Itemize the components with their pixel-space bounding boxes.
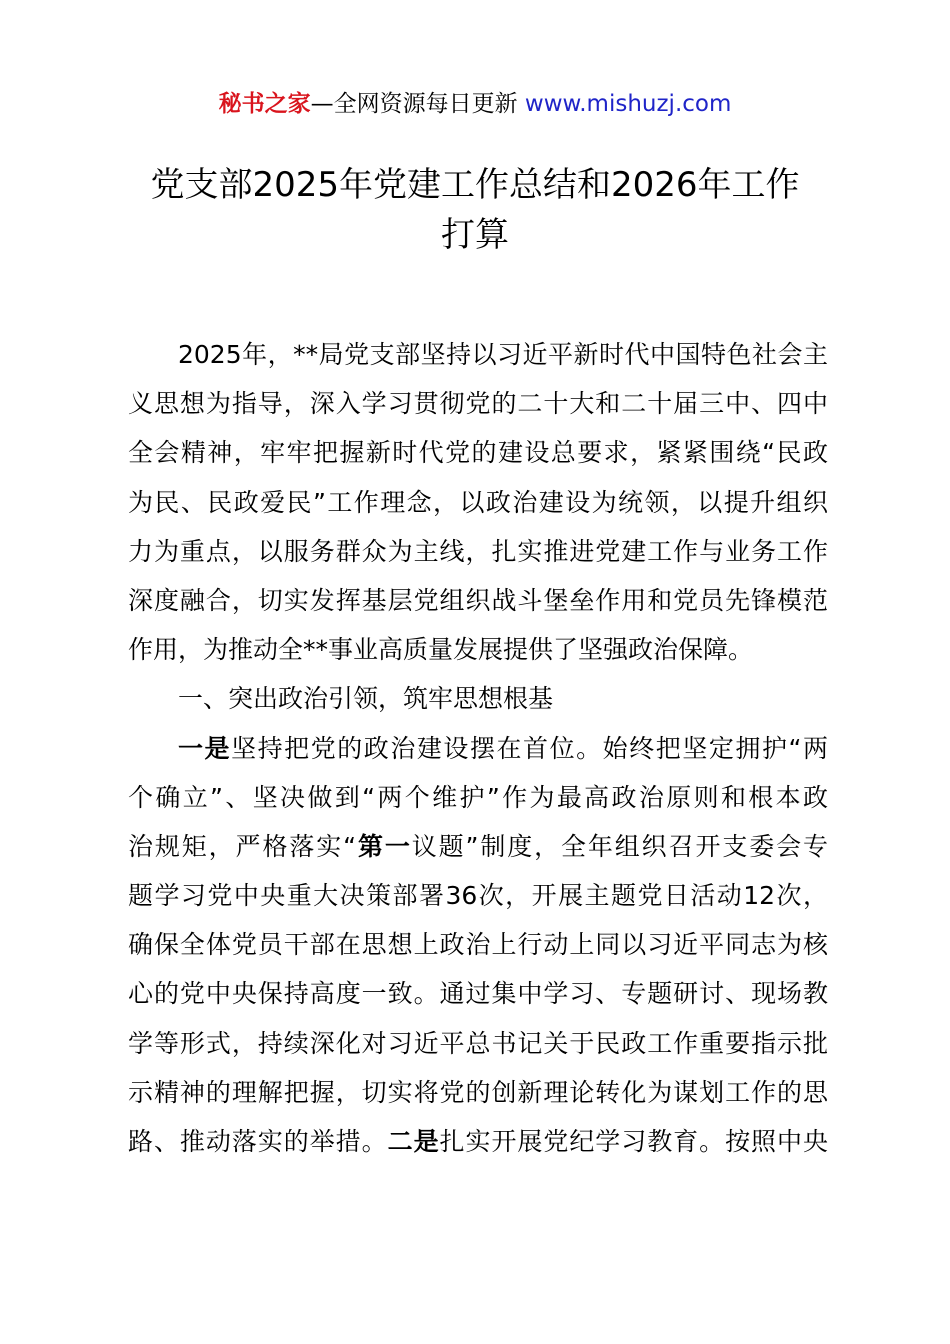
section-heading: 一、突出政治引领，筑牢思想根基 [178, 684, 554, 714]
body-line: 深度融合，切实发挥基层党组织战斗堡垒作用和党员先锋模范 [128, 585, 828, 615]
header-tagline: —全网资源每日更新 [310, 91, 525, 117]
body-line [128, 724, 828, 773]
document-body [128, 330, 828, 1166]
text-run: 扎实开展党纪学习教育。按照中央 [439, 1127, 828, 1156]
body-line: 全会精神，牢牢把握新时代党的建设总要求，紧紧围绕“民政 [128, 438, 828, 468]
document-title [120, 160, 830, 260]
body-line [128, 822, 828, 871]
body-line: 2025年，**局党支部坚持以习近平新时代中国特色社会主 [178, 340, 828, 369]
body-line: 题学习党中央重大决策部署36次，开展主题党日活动12次， [128, 881, 828, 911]
text-run: 治规矩，严格落实“ [128, 831, 357, 861]
body-line: 力为重点，以服务群众为主线，扎实推进党建工作与业务工作 [128, 536, 828, 566]
site-header [0, 88, 950, 120]
body-line: 确保全体党员干部在思想上政治上行动上同以习近平同志为核 [128, 930, 828, 960]
text-run: 议题”制度，全年组织召开支委会专 [411, 831, 829, 861]
body-line: 学等形式，持续深化对习近平总书记关于民政工作重要指示批 [128, 1028, 828, 1058]
bold-lead: 一是 [178, 733, 232, 763]
paragraph-section-1 [128, 724, 828, 1167]
site-url-link[interactable]: www.mishuzj.com [524, 91, 732, 117]
bold-lead: 二是 [387, 1127, 440, 1156]
body-line: 个确立”、坚决做到“两个维护”作为最高政治原则和根本政 [128, 782, 828, 812]
text-run: 路、推动落实的举措。 [128, 1127, 388, 1156]
body-line: 义思想为指导，深入学习贯彻党的二十大和二十届三中、四中 [128, 389, 828, 419]
body-line [128, 1117, 828, 1166]
bold-term: 第一 [356, 831, 412, 861]
title-line-2: 打算 [441, 215, 509, 255]
body-line: 示精神的理解把握，切实将党的创新理论转化为谋划工作的思 [128, 1077, 828, 1107]
body-line: 为民、民政爱民”工作理念，以政治建设为统领，以提升组织 [128, 487, 828, 517]
text-run: 坚持把党的政治建设摆在首位。始终把坚定拥护“两 [231, 733, 828, 763]
body-line: 心的党中央保持高度一致。通过集中学习、专题研讨、现场教 [128, 979, 828, 1009]
title-line-1: 党支部2025年党建工作总结和2026年工作 [150, 165, 800, 205]
paragraph-intro [128, 330, 828, 674]
body-line: 作用，为推动全**事业高质量发展提供了坚强政治保障。 [128, 635, 754, 665]
brand-name: 秘书之家 [218, 91, 311, 117]
